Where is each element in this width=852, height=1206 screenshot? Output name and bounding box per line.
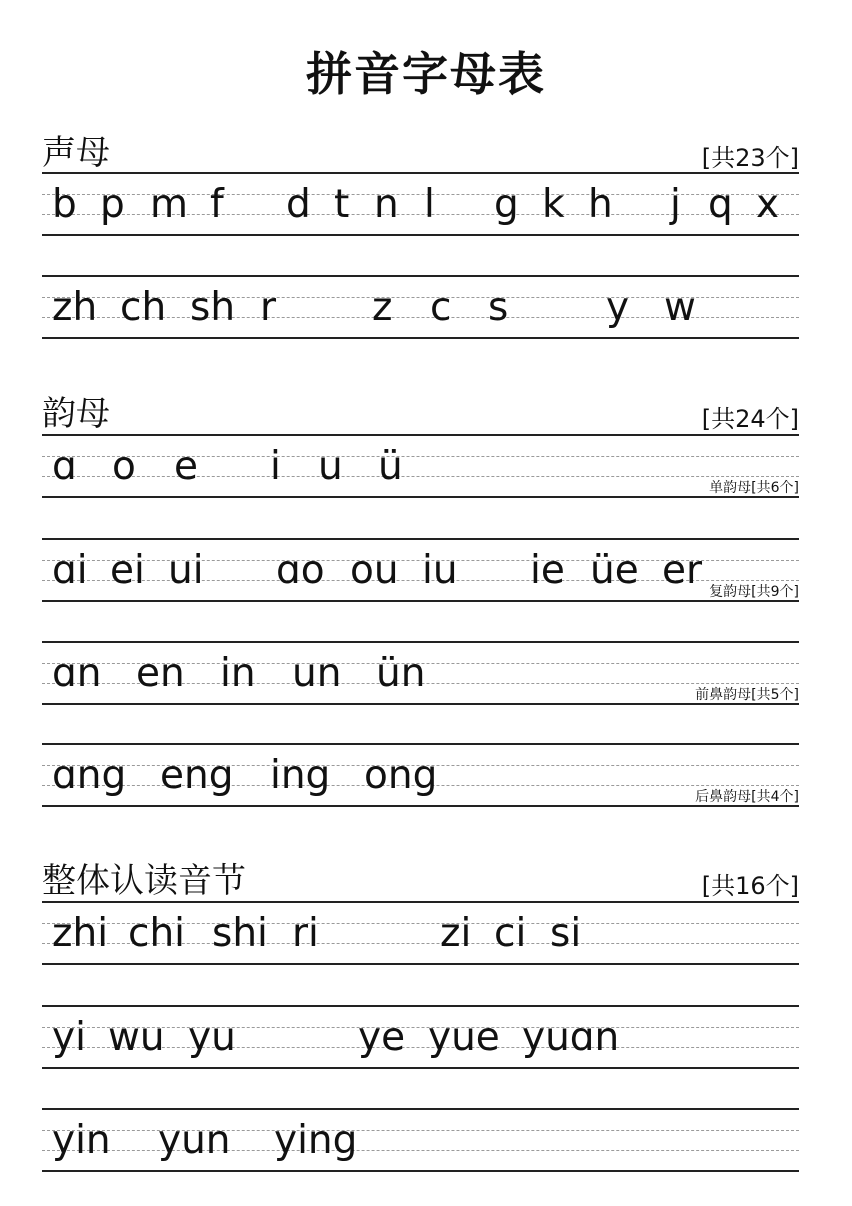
pinyin-token: zh xyxy=(52,285,98,330)
pinyin-token: l xyxy=(424,182,435,227)
pinyin-token: k xyxy=(542,182,565,227)
pinyin-token: ü xyxy=(378,444,403,489)
initials-count: [共23个] xyxy=(701,144,799,172)
pinyin-token: wu xyxy=(108,1015,165,1060)
pinyin-token: ie xyxy=(530,548,565,593)
pinyin-token: ɑ xyxy=(52,444,77,489)
pinyin-token: ing xyxy=(270,753,331,798)
initials-row-1 xyxy=(42,172,799,236)
pinyin-token: yin xyxy=(52,1118,111,1163)
finals-heading: 韵母 xyxy=(42,394,110,434)
initials-header xyxy=(42,132,799,172)
pinyin-token: ri xyxy=(292,911,319,956)
initials-row-2 xyxy=(42,275,799,339)
pinyin-token: w xyxy=(664,285,696,330)
pinyin-token: ui xyxy=(168,548,204,593)
pinyin-token: g xyxy=(494,182,519,227)
pinyin-token: zi xyxy=(440,911,472,956)
pinyin-token: en xyxy=(136,651,185,696)
row-note: 前鼻韵母[共5个] xyxy=(695,687,799,703)
page-title: 拼音字母表 xyxy=(306,47,546,101)
pinyin-token: shi xyxy=(212,911,268,956)
pinyin-token: iu xyxy=(422,548,458,593)
pinyin-token: i xyxy=(270,444,281,489)
pinyin-token: ɑo xyxy=(276,548,325,593)
pinyin-token: er xyxy=(662,548,703,593)
pinyin-token: yuɑn xyxy=(522,1015,620,1060)
pinyin-token: r xyxy=(260,285,277,330)
pinyin-token: q xyxy=(708,182,733,227)
pinyin-token: ying xyxy=(274,1118,358,1163)
whole-row-1 xyxy=(42,901,799,965)
finals-count: [共24个] xyxy=(701,405,799,433)
pinyin-token: ɑng xyxy=(52,753,127,798)
finals-row-simple xyxy=(42,434,799,498)
initials-heading: 声母 xyxy=(42,133,110,173)
pinyin-token: b xyxy=(52,182,77,227)
finals-row-back-nasal xyxy=(42,743,799,807)
pinyin-token: u xyxy=(318,444,343,489)
finals-row-front-nasal xyxy=(42,641,799,705)
whole-row-2 xyxy=(42,1005,799,1069)
pinyin-token: o xyxy=(112,444,136,489)
whole-syllables-count: [共16个] xyxy=(701,872,799,900)
finals-header xyxy=(42,393,799,433)
pinyin-token: in xyxy=(220,651,256,696)
pinyin-token: d xyxy=(286,182,311,227)
pinyin-token: ɑn xyxy=(52,651,102,696)
pinyin-token: z xyxy=(372,285,393,330)
pinyin-token: un xyxy=(292,651,342,696)
row-note: 单韵母[共6个] xyxy=(709,480,799,496)
whole-syllables-heading: 整体认读音节 xyxy=(42,861,246,901)
finals-row-compound xyxy=(42,538,799,602)
pinyin-token: zhi xyxy=(52,911,109,956)
pinyin-token: yun xyxy=(158,1118,231,1163)
pinyin-token: si xyxy=(550,911,582,956)
pinyin-token: chi xyxy=(128,911,185,956)
pinyin-token: ci xyxy=(494,911,527,956)
pinyin-token: sh xyxy=(190,285,236,330)
pinyin-token: ün xyxy=(376,651,426,696)
pinyin-token: eng xyxy=(160,753,234,798)
pinyin-token: yu xyxy=(188,1015,236,1060)
pinyin-token: c xyxy=(430,285,452,330)
pinyin-token: m xyxy=(150,182,188,227)
whole-syllables-header xyxy=(42,860,799,900)
pinyin-token: h xyxy=(588,182,613,227)
pinyin-token: yi xyxy=(52,1015,86,1060)
pinyin-token: f xyxy=(210,182,224,227)
pinyin-token: e xyxy=(174,444,198,489)
pinyin-token: s xyxy=(488,285,509,330)
pinyin-token: yue xyxy=(428,1015,500,1060)
row-note: 后鼻韵母[共4个] xyxy=(695,789,799,805)
pinyin-token: j xyxy=(670,182,681,227)
whole-row-3 xyxy=(42,1108,799,1172)
pinyin-token: ei xyxy=(110,548,145,593)
pinyin-token: ye xyxy=(358,1015,406,1060)
row-note: 复韵母[共9个] xyxy=(709,584,799,600)
pinyin-token: ong xyxy=(364,753,438,798)
pinyin-token: y xyxy=(606,285,630,330)
pinyin-token: x xyxy=(756,182,780,227)
pinyin-token: p xyxy=(100,182,125,227)
pinyin-token: ɑi xyxy=(52,548,88,593)
pinyin-token: ou xyxy=(350,548,399,593)
pinyin-token: n xyxy=(374,182,399,227)
pinyin-token: ch xyxy=(120,285,167,330)
pinyin-token: t xyxy=(334,182,350,227)
pinyin-token: üe xyxy=(590,548,639,593)
